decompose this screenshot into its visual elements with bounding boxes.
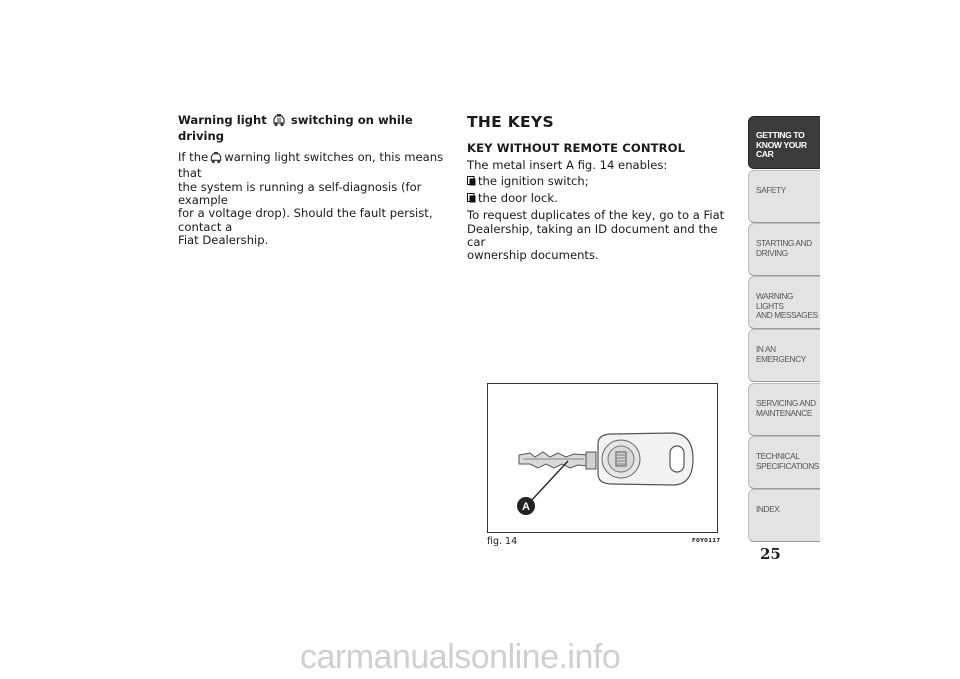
heading-after: switching on while driving — [178, 113, 413, 144]
section-subtitle: KEY WITHOUT REMOTE CONTROL — [467, 141, 686, 155]
body-paragraph — [178, 151, 460, 248]
tab-warning-lights-and-messages[interactable]: WARNING LIGHTS AND MESSAGES — [748, 276, 820, 329]
para-line3: ownership documents. — [467, 248, 599, 263]
list-item-label: the ignition switch; — [478, 174, 589, 189]
para-line1-after: warning light switches on, this means that — [178, 149, 444, 181]
tab-starting-and-driving[interactable]: STARTING AND DRIVING — [748, 223, 820, 276]
para-line1-before: If the — [178, 149, 209, 164]
para-line2: Dealership, taking an ID document and the car — [467, 221, 718, 250]
engine-warning-icon — [271, 113, 287, 130]
para-line1: To request duplicates of the key, go to a Fiat — [467, 208, 725, 223]
page-number: 25 — [760, 545, 781, 563]
list-item-label: the door lock. — [478, 190, 558, 205]
tab-getting-to-know-your-car[interactable]: GETTING TO KNOW YOUR CAR — [748, 116, 820, 169]
figure-code: F0Y0117 — [692, 538, 721, 544]
para-line3: for a voltage drop). Should the fault persist, contact a — [178, 206, 433, 234]
tab-index[interactable]: INDEX — [748, 489, 820, 542]
figure-caption: fig. 14 — [487, 536, 518, 547]
bullet-icon — [467, 193, 476, 203]
tab-servicing-and-maintenance[interactable]: SERVICING AND MAINTENANCE — [748, 383, 820, 436]
watermark: carmanualsonline.info — [300, 638, 621, 676]
tab-in-an-emergency[interactable]: IN AN EMERGENCY — [748, 329, 820, 382]
list-item — [467, 175, 725, 188]
left-column — [178, 113, 460, 248]
bullet-icon — [467, 176, 476, 186]
engine-warning-icon — [208, 151, 224, 167]
para-line4: Fiat Dealership. — [178, 233, 269, 248]
callout-label: A — [522, 501, 530, 513]
tab-safety[interactable]: SAFETY — [748, 170, 820, 223]
intro-text: The metal insert A fig. 14 enables: — [467, 158, 668, 172]
section-heading — [178, 113, 460, 144]
key-figure — [487, 383, 718, 533]
section-title: THE KEYS — [467, 113, 554, 131]
list-item — [467, 192, 725, 205]
para-line2: the system is running a self-diagnosis (for example — [178, 179, 422, 208]
right-column — [467, 113, 725, 263]
key-illustration — [488, 384, 717, 532]
tab-technical-specifications[interactable]: TECHNICAL SPECIFICATIONS — [748, 436, 820, 489]
body-paragraph — [467, 209, 725, 263]
heading-before: Warning light — [178, 113, 267, 127]
